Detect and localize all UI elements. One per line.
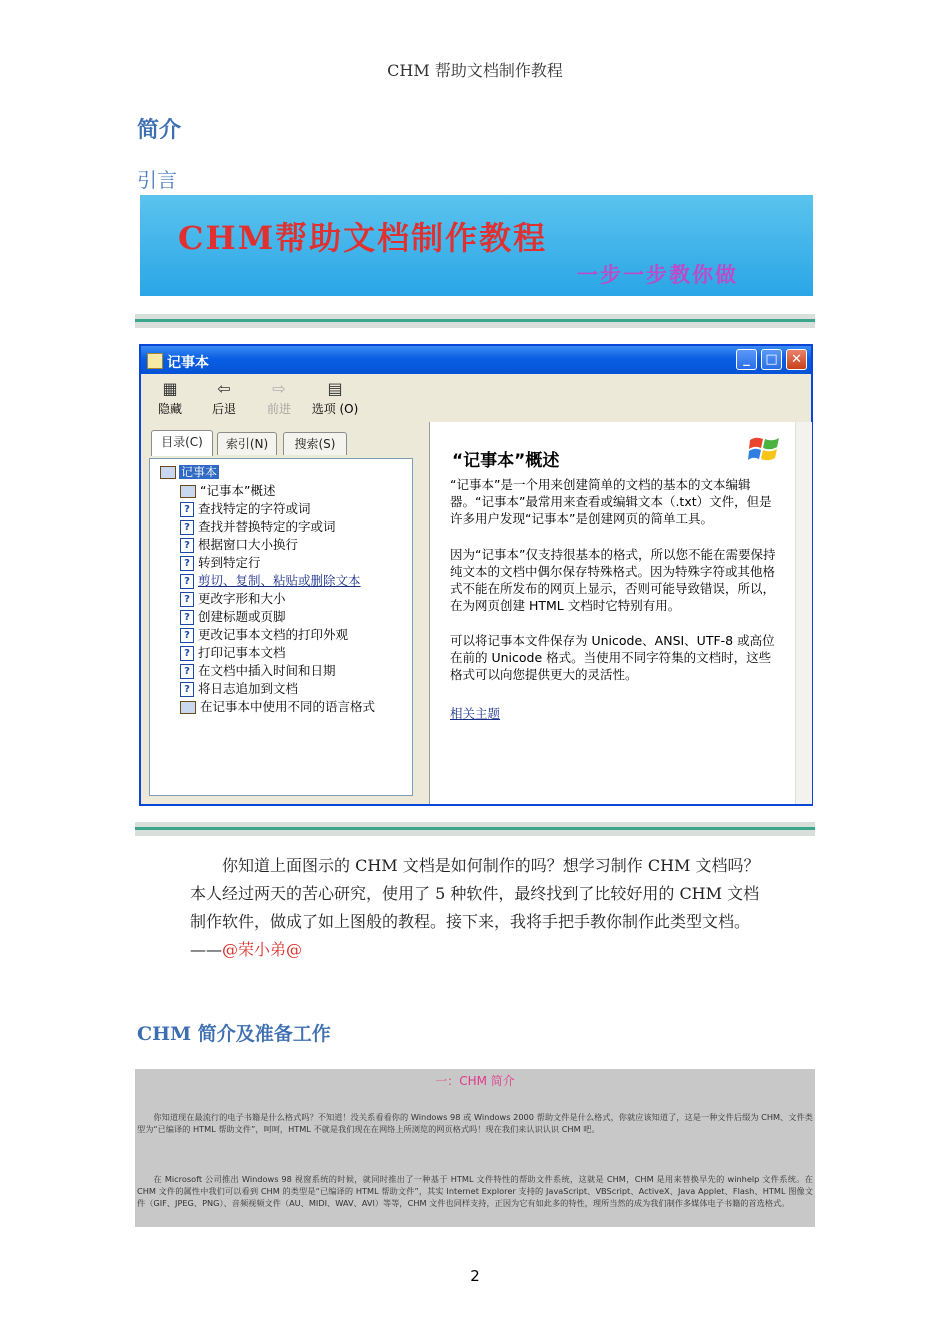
tree-item-label: 查找特定的字符或词 — [198, 501, 311, 516]
tree-item-print-look[interactable] — [180, 625, 348, 643]
tree-item-find[interactable] — [180, 499, 311, 517]
box-title: 一：CHM 简介 — [435, 1074, 515, 1088]
forward-label: 前进 — [266, 402, 291, 416]
help-topic-icon: ? — [180, 682, 194, 697]
topic-pane — [429, 422, 812, 804]
topic-scrollbar[interactable] — [795, 422, 812, 804]
box-paragraph-1: 你知道现在最流行的电子书籍是什么格式吗？不知道！没关系看看你的 Windows 98 或 Windows 2000 帮助文件是什么格式，你就应该知道了，这是一种文件后缀为 CHM、文件类型为“已编译的 HTML 帮助文件”，呵呵，HTML 不就是我们现在在网络上所浏览的网页格式吗！现在我们来认识认识 CHM 吧。 — [137, 1112, 813, 1134]
tree-item-label: 打印记事本文档 — [198, 645, 286, 660]
help-topic-icon: ? — [180, 592, 194, 607]
tree-item-label: 剪切、复制、粘贴或删除文本 — [198, 573, 361, 588]
heading-preface: 引言 — [137, 168, 177, 192]
section-title: CHM 简介及准备工作 — [137, 1023, 331, 1045]
back-label: 后退 — [211, 402, 236, 416]
divider-bottom — [135, 822, 815, 836]
tab-index[interactable]: 索引(N) — [217, 432, 277, 455]
tree-item-log[interactable] — [180, 679, 298, 697]
topic-paragraph-3: 可以将记事本文件保存为 Unicode、ANSI、UTF-8 或高位在前的 Unicode 格式。当使用不同字符集的文档时，这些格式可以向您提供更大的灵活性。 — [450, 633, 775, 682]
tree-item-goto[interactable] — [180, 553, 261, 571]
tree-item-label: “记事本”概述 — [200, 483, 276, 498]
help-topic-icon: ? — [180, 502, 194, 517]
tree-root-label: 记事本 — [181, 465, 218, 479]
box-paragraph-2: 在 Microsoft 公司推出 Windows 98 视窗系统的时候，就同时推出了一种基于 HTML 文件特性的帮助文件系统，这就是 CHM，CHM 是用来替换早先的 winhelp 文件系统。在 CHM 文件的属性中我们可以看到 CHM 的类型是“已编译的 HTML 帮助文件”，其实 Internet Explorer 支持的 JavaScript、VBScript、ActiveX、Java Applet、Flash、HTML 图像文件（GIF、JPEG、PNG）、音频视频文件（AU、MIDI、WAV、AVI）等等，CHM 文件也同样支持，正因为它有如此多的特性，理所当然的成为我们制作多媒体电子书籍的首选格式。 — [137, 1174, 814, 1208]
minimize-icon[interactable]: _ — [736, 349, 757, 370]
intro-text: 你知道上面图示的 CHM 文档是如何制作的吗？想学习制作 CHM 文档吗？本人经过两天的苦心研究，使用了 5 种软件，最终找到了比较好用的 CHM 文档制作软件，做成了如上图般的教程。接下来，我将手把手教你制作此类型文档。—— — [190, 856, 760, 959]
help-window-icon — [147, 353, 163, 369]
hide-icon: ▦ — [162, 379, 178, 398]
tree-item-print[interactable] — [180, 643, 286, 661]
tab-contents[interactable]: 目录(C) — [151, 430, 213, 456]
banner-subtitle: 一步一步教你做 — [577, 262, 738, 287]
notepad-help-window — [139, 344, 813, 806]
tree-item-label: 创建标题或页脚 — [198, 609, 286, 624]
back-button[interactable] — [199, 378, 249, 417]
help-topic-icon: ? — [180, 538, 194, 553]
topic-paragraph-2: 因为“记事本”仅支持很基本的格式，所以您不能在需要保持纯文本的文档中偶尔保存特殊格式。因为特殊字符或其他格式不能在所发布的网页上显示，否则可能导致错误，所以，在为网页创建 HTML 文档时它特别有用。 — [450, 547, 776, 613]
chm-intro-box — [135, 1069, 815, 1227]
topic-paragraph-1: “记事本”是一个用来创建简单的文档的基本的文本编辑器。“记事本”最常用来查看或编辑文本（.txt）文件，但是许多用户发现“记事本”是创建网页的简单工具。 — [450, 477, 772, 526]
tree-item-overview[interactable] — [180, 481, 275, 499]
topic-title: “记事本”概述 — [452, 451, 560, 471]
window-titlebar — [141, 346, 811, 374]
maximize-icon[interactable]: □ — [761, 349, 782, 370]
windows-logo-icon — [748, 434, 780, 464]
help-topic-icon: ? — [180, 610, 194, 625]
related-topics-link[interactable]: 相关主题 — [450, 706, 501, 721]
tree-item-label: 更改字形和大小 — [198, 591, 286, 606]
options-label: 选项 (O) — [311, 402, 359, 416]
tree-item-cut-copy[interactable] — [180, 571, 361, 589]
back-arrow-icon: ⇦ — [217, 379, 231, 398]
navigation-pane — [141, 422, 424, 804]
help-topic-icon: ? — [180, 556, 194, 571]
hide-label: 隐藏 — [157, 402, 182, 416]
book-icon — [180, 485, 196, 498]
open-book-icon — [160, 466, 176, 479]
tree-item-label: 转到特定行 — [198, 555, 261, 570]
help-topic-icon: ? — [180, 646, 194, 661]
tree-item-language[interactable] — [180, 697, 375, 715]
tab-search[interactable]: 搜索(S) — [283, 432, 347, 455]
tree-item-wordwrap[interactable] — [180, 535, 298, 553]
help-topic-icon: ? — [180, 628, 194, 643]
tree-item-insert-time[interactable] — [180, 661, 336, 679]
page-number: 2 — [470, 1267, 480, 1285]
book-icon — [180, 701, 196, 714]
page-header: CHM 帮助文档制作教程 — [387, 61, 563, 80]
help-topic-icon: ? — [180, 664, 194, 679]
tree-root-notepad[interactable] — [160, 463, 219, 480]
hide-button[interactable] — [145, 378, 195, 417]
forward-button[interactable] — [254, 378, 304, 417]
forward-arrow-icon: ⇨ — [272, 379, 286, 398]
help-topic-icon: ? — [180, 520, 194, 535]
intro-paragraph — [190, 852, 760, 964]
tree-item-font[interactable] — [180, 589, 286, 607]
divider-top — [135, 314, 815, 328]
contents-tree — [149, 458, 413, 796]
tree-item-label: 查找并替换特定的字或词 — [198, 519, 336, 534]
help-toolbar — [141, 374, 811, 422]
help-topic-icon: ? — [180, 574, 194, 589]
author-signature: @荣小弟@ — [222, 940, 303, 959]
heading-introduction: 简介 — [137, 118, 182, 143]
close-icon[interactable]: ✕ — [786, 349, 807, 370]
tree-item-header-footer[interactable] — [180, 607, 286, 625]
tree-item-label: 根据窗口大小换行 — [198, 537, 299, 552]
tree-item-label: 在文档中插入时间和日期 — [198, 663, 336, 678]
tree-item-label: 更改记事本文档的打印外观 — [198, 627, 349, 642]
banner-title: CHM帮助文档制作教程 — [178, 219, 548, 257]
tree-item-replace[interactable] — [180, 517, 336, 535]
tree-item-label: 将日志追加到文档 — [198, 681, 299, 696]
options-icon: ▤ — [327, 379, 343, 398]
tree-item-label: 在记事本中使用不同的语言格式 — [200, 699, 376, 714]
options-button[interactable] — [307, 378, 363, 417]
tutorial-banner — [140, 195, 813, 296]
window-title: 记事本 — [167, 355, 209, 371]
